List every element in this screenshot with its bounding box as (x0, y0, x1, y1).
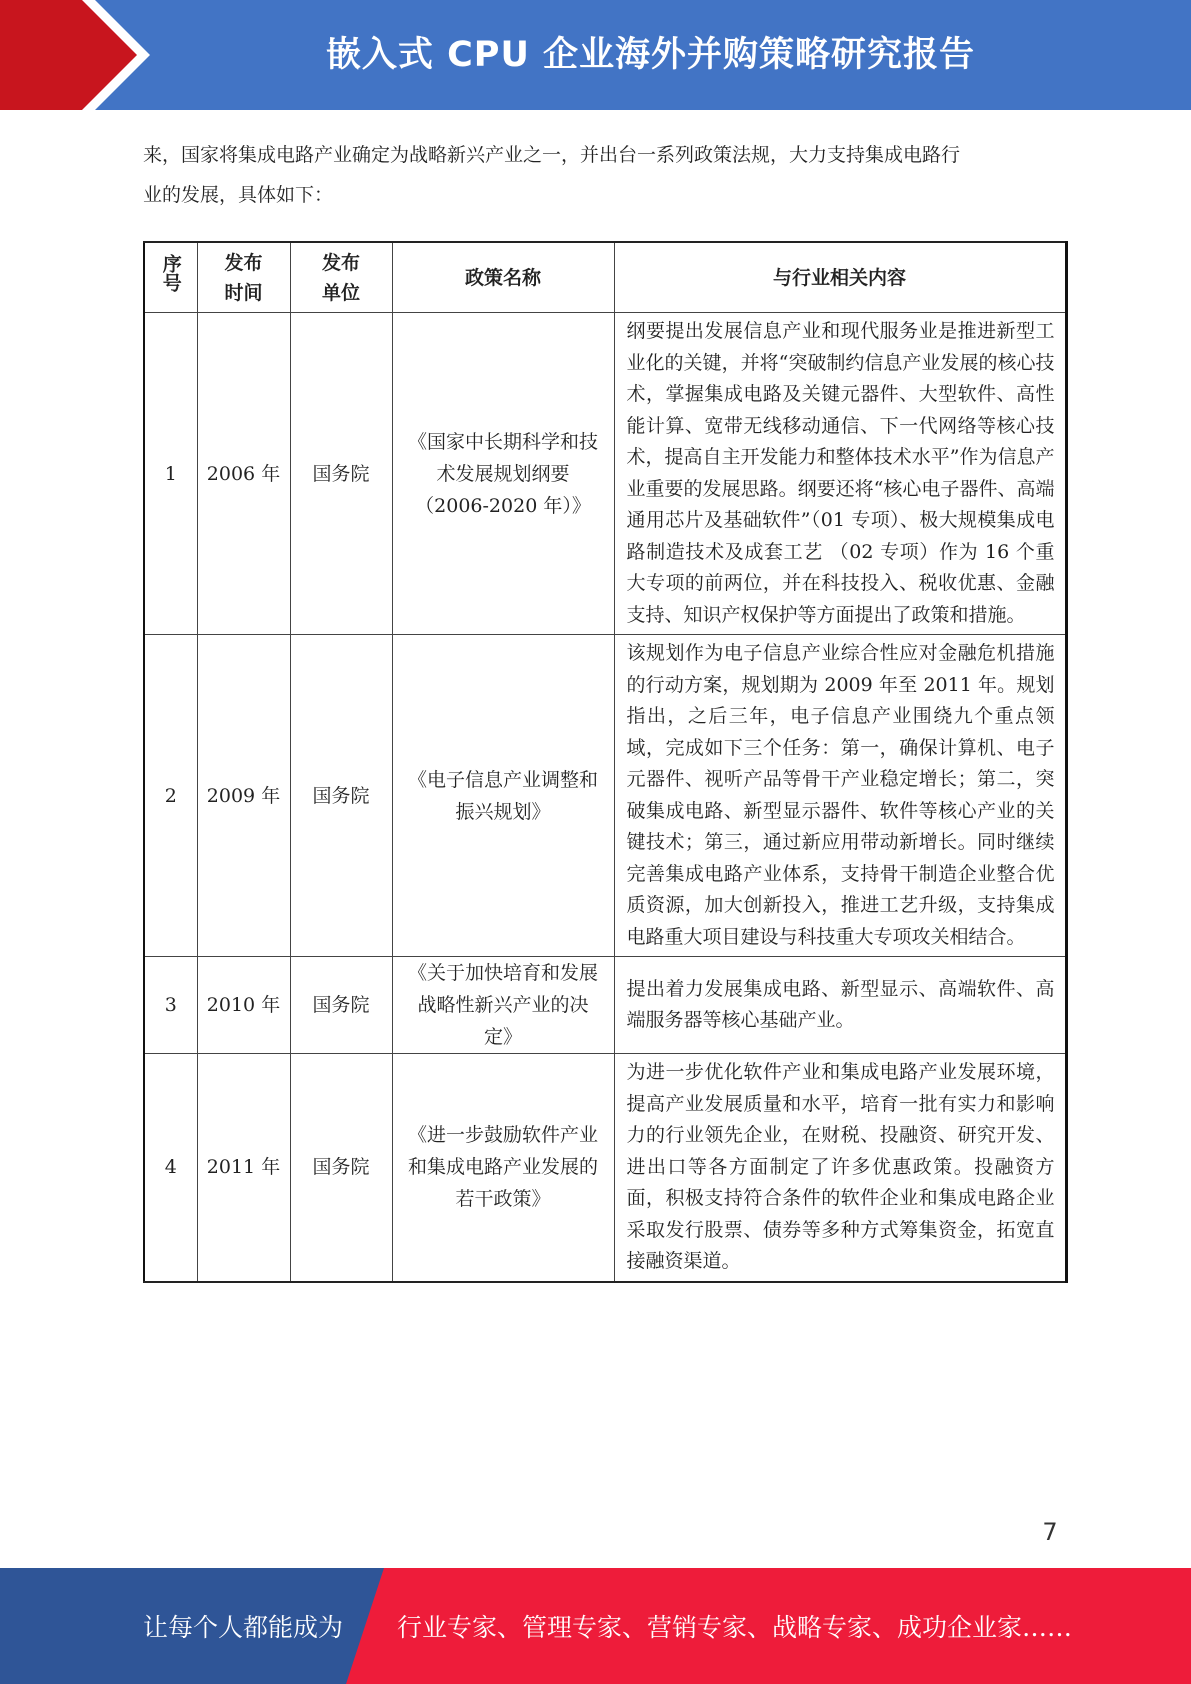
header-publish-time (197, 242, 290, 313)
cell-policy-name: 《电子信息产业调整和振兴规划》 (392, 635, 614, 957)
policy-table (143, 241, 1068, 1283)
intro-line-2: 业的发展，具体如下： (143, 184, 334, 206)
cell-content: 该规划作为电子信息产业综合性应对金融危机措施的行动方案，规划期为 2009 年至 2011 年。规划指出，之后三年，电子信息产业围绕九个重点领域，完成如下三个任务：第一，确保计算机、电子元器件、视听产品等骨干产业稳定增长；第二，突破集成电路、新型显示器件、软件等核心产业的关键技术；第三，通过新应用带动新增长。同时继续完善集成电路产业体系，支持骨干制造企业整合优质资源，加大创新投入，推进工艺升级，支持集成电路重大项目建设与科技重大专项攻关相结合。 (614, 635, 1066, 957)
header-publish-unit-line-2: 单位 (321, 281, 360, 304)
cell-policy-name: 《关于加快培育和发展战略性新兴产业的决定》 (392, 957, 614, 1054)
header-publish-time-line-2: 时间 (224, 281, 263, 304)
cell-time: 2009 年 (197, 635, 290, 957)
header-publish-unit-line-1: 发布 (321, 251, 360, 274)
intro-paragraph (143, 135, 1058, 215)
footer-slogan-left: 让每个人都能成为 (143, 1613, 344, 1642)
page-number: 7 (1042, 1518, 1058, 1546)
document-title: 嵌入式 CPU 企业海外并购策略研究报告 (325, 35, 976, 75)
cell-policy-name: 《进一步鼓励软件产业和集成电路产业发展的若干政策》 (392, 1054, 614, 1282)
footer-slogan-right: 行业专家、管理专家、营销专家、战略专家、成功企业家…… (397, 1613, 1073, 1642)
header-seq: 序号 (144, 242, 197, 313)
cell-time: 2006 年 (197, 313, 290, 635)
header-policy-name: 政策名称 (392, 242, 614, 313)
table-row (144, 635, 1066, 957)
cell-seq: 3 (144, 957, 197, 1054)
header-chevron-decoration (0, 0, 160, 110)
table-row (144, 313, 1066, 635)
cell-content: 为进一步优化软件产业和集成电路产业发展环境，提高产业发展质量和水平，培育一批有实力和影响力的行业领先企业，在财税、投融资、研究开发、进出口等各方面制定了许多优惠政策。投融资方面，积极支持符合条件的软件企业和集成电路企业采取发行股票、债券等多种方式筹集资金，拓宽直接融资渠道。 (614, 1054, 1066, 1282)
cell-unit: 国务院 (290, 1054, 392, 1282)
cell-unit: 国务院 (290, 635, 392, 957)
header-related-content: 与行业相关内容 (614, 242, 1066, 313)
footer-banner (0, 1568, 1191, 1684)
cell-unit: 国务院 (290, 957, 392, 1054)
cell-seq: 2 (144, 635, 197, 957)
header-banner (0, 0, 1191, 110)
table-row (144, 957, 1066, 1054)
table-header-row (144, 242, 1066, 313)
cell-content: 纲要提出发展信息产业和现代服务业是推进新型工业化的关键，并将“突破制约信息产业发展的核心技术，掌握集成电路及关键元器件、大型软件、高性能计算、宽带无线移动通信、下一代网络等核心技术，提高自主开发能力和整体技术水平”作为信息产业重要的发展思路。纲要还将“核心电子器件、高端通用芯片及基础软件”（01 专项）、极大规模集成电路制造技术及成套工艺 （02 专项）作为 16 个重大专项的前两位，并在科技投入、税收优惠、金融支持、知识产权保护等方面提出了政策和措施。 (614, 313, 1066, 635)
header-publish-unit (290, 242, 392, 313)
header-publish-time-line-1: 发布 (224, 251, 263, 274)
cell-seq: 1 (144, 313, 197, 635)
cell-time: 2010 年 (197, 957, 290, 1054)
table-row (144, 1054, 1066, 1282)
cell-seq: 4 (144, 1054, 197, 1282)
cell-unit: 国务院 (290, 313, 392, 635)
cell-time: 2011 年 (197, 1054, 290, 1282)
intro-line-1: 来，国家将集成电路产业确定为战略新兴产业之一，并出台一系列政策法规，大力支持集成电路行 (143, 144, 961, 166)
cell-policy-name: 《国家中长期科学和技术发展规划纲要（2006-2020 年）》 (392, 313, 614, 635)
cell-content: 提出着力发展集成电路、新型显示、高端软件、高端服务器等核心基础产业。 (614, 957, 1066, 1054)
